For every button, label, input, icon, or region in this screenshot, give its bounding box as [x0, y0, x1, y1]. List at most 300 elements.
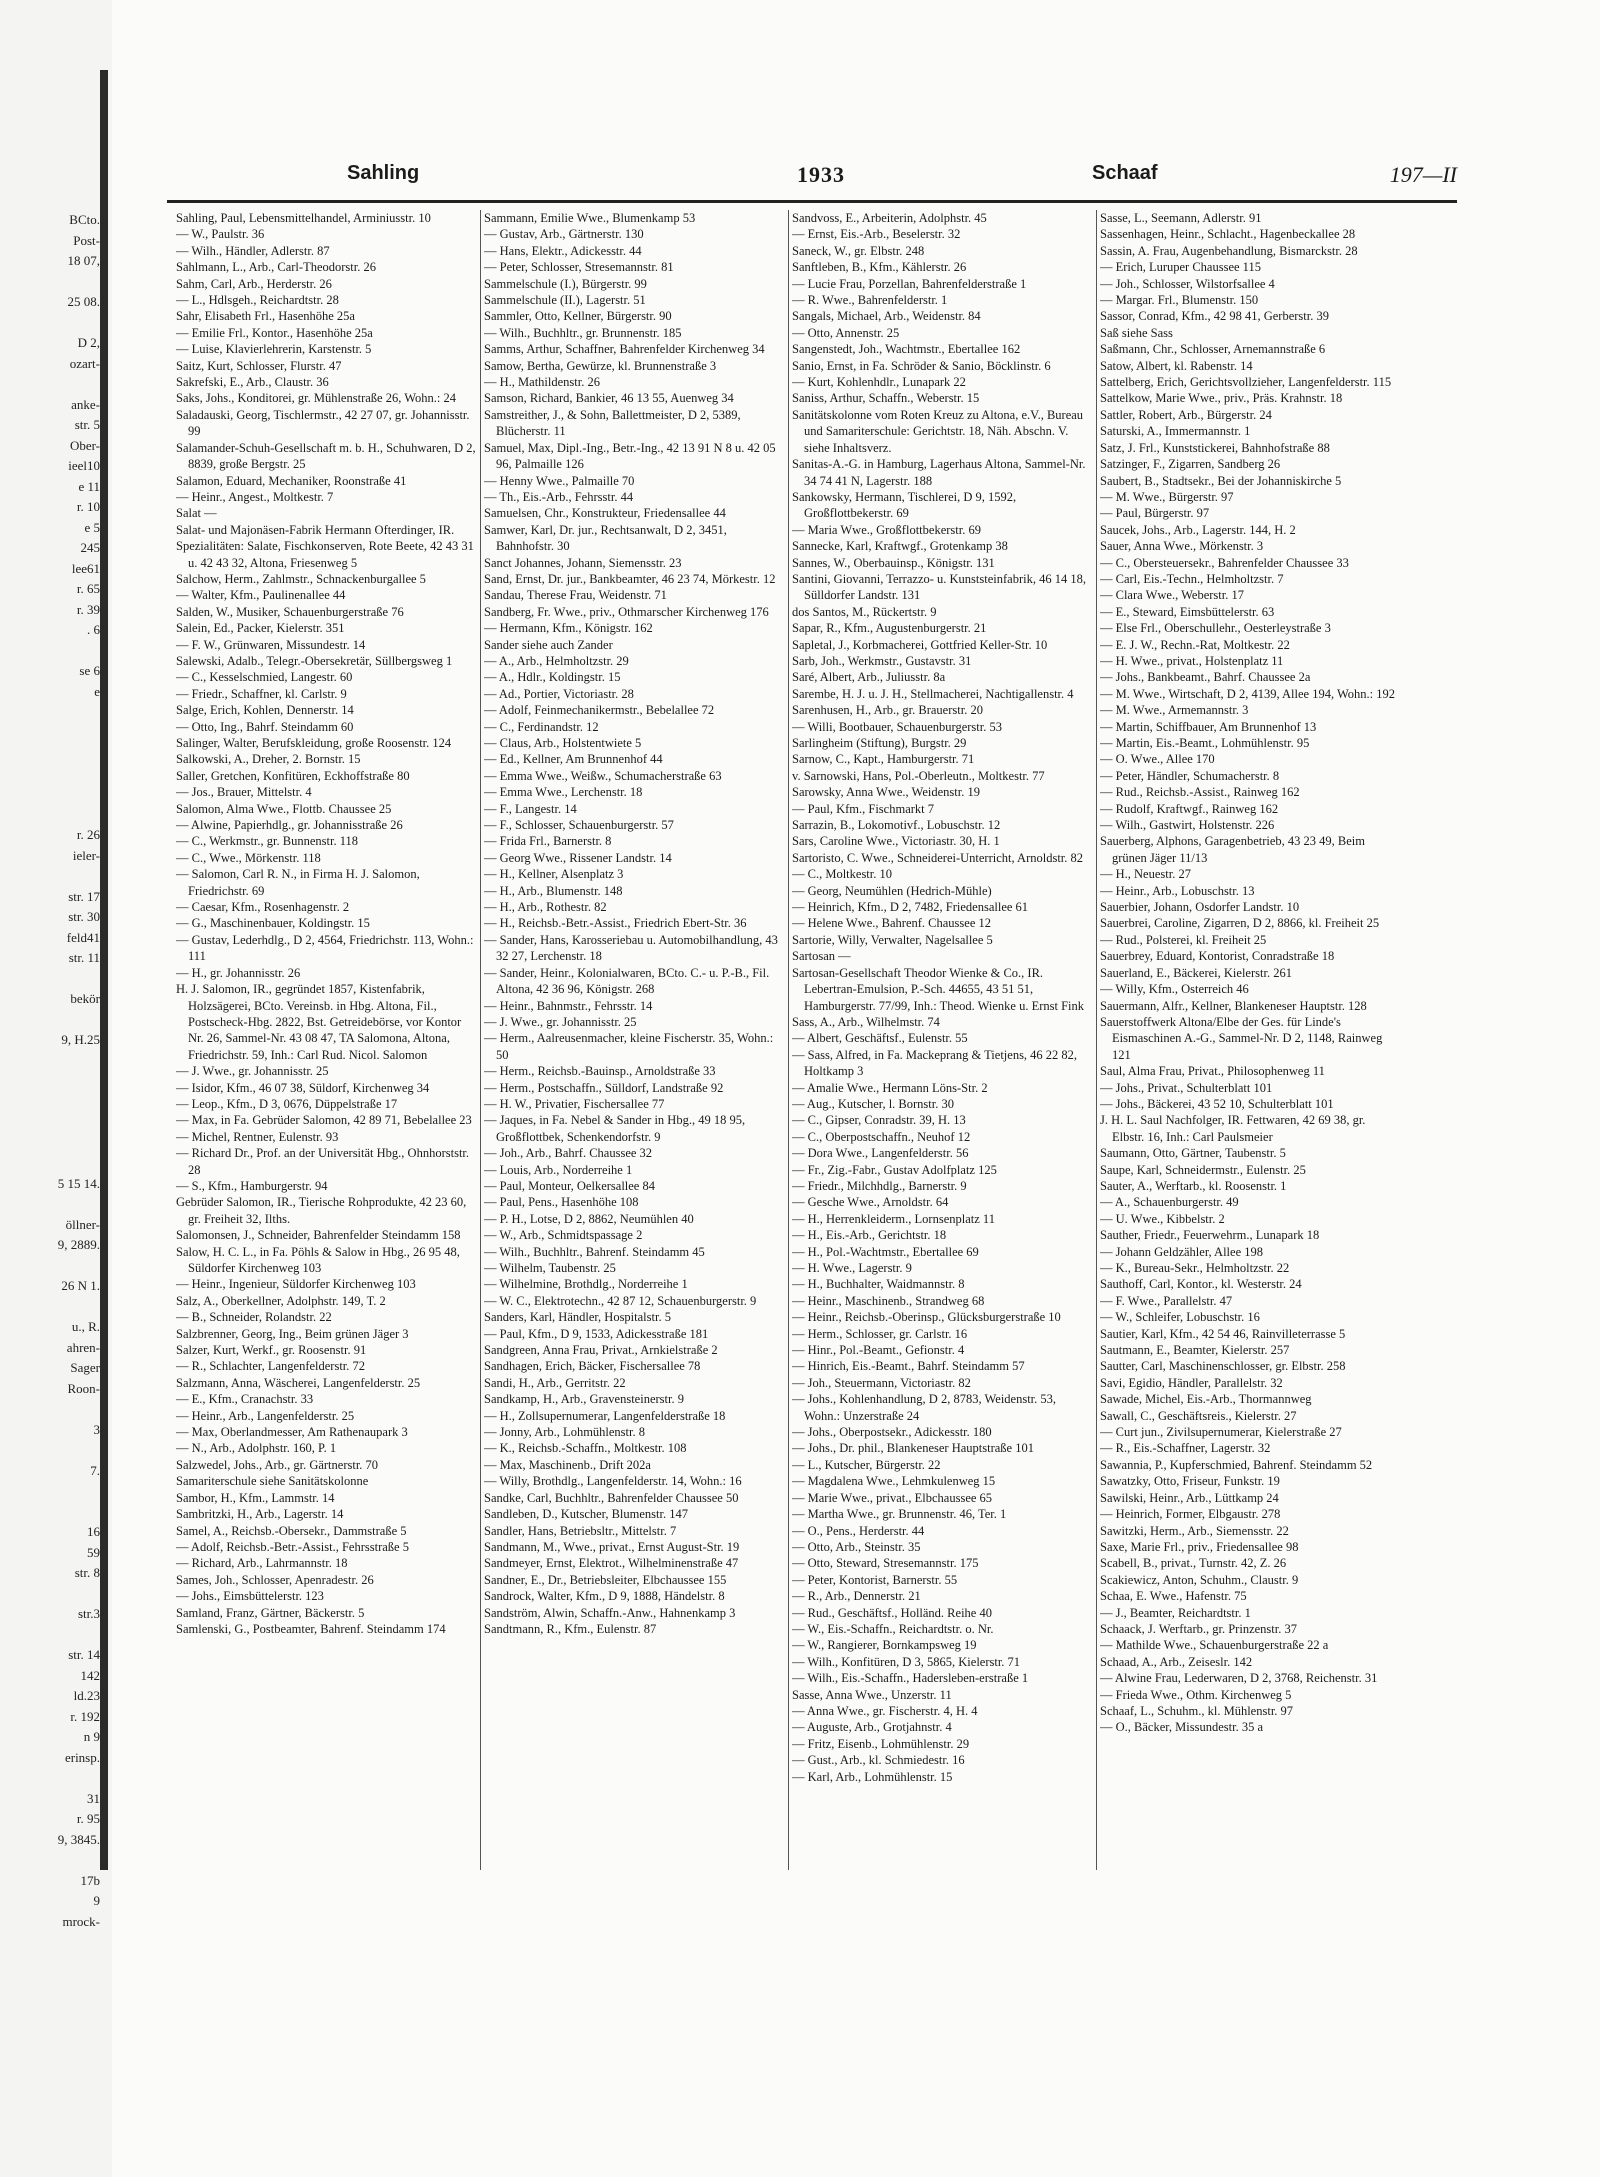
directory-entry: — Aug., Kutscher, l. Bornstr. 30: [792, 1096, 954, 1111]
directory-entry: Sauerberg, Alphons, Garagenbetrieb, 43 23 49, Beim grünen Jäger 11/13: [1100, 834, 1365, 865]
directory-entry: — Gustav, Arb., Gärtnerstr. 130: [484, 227, 644, 242]
gutter-text-line: 7.: [90, 1462, 100, 1478]
directory-entry: Schaad, A., Arb., Zeiseslr. 142: [1100, 1654, 1253, 1669]
directory-entry: — E., Steward, Eimsbüttelerstr. 63: [1100, 604, 1275, 619]
directory-entry: Sandler, Hans, Betriebsltr., Mittelstr. 7: [484, 1523, 677, 1538]
directory-entry: — W. C., Elektrotechn., 42 87 12, Schauenburgerstr. 9: [484, 1293, 757, 1308]
directory-entry: — C., Moltkestr. 10: [792, 867, 893, 882]
directory-entry: Sawade, Michel, Eis.-Arb., Thormannweg: [1100, 1392, 1312, 1407]
directory-entry: — Herm., Aalreusenmacher, kleine Fischerstr. 35, Wohn.: 50: [484, 1031, 774, 1062]
directory-entry: Sars, Caroline Wwe., Victoriastr. 30, H. 1: [792, 834, 1000, 849]
directory-entry: — Heinr., Ingenieur, Süldorfer Kirchenweg 103: [176, 1277, 416, 1292]
directory-entry: — H., Arb., Blumenstr. 148: [484, 883, 623, 898]
directory-entry: — W., Arb., Schmidtspassage 2: [484, 1228, 643, 1243]
gutter-text-line: r. 192: [70, 1708, 100, 1724]
directory-entry: Saxe, Marie Frl., priv., Friedensallee 98: [1100, 1539, 1299, 1554]
directory-entry: Sanitas-A.-G. in Hamburg, Lagerhaus Altona, Sammel-Nr. 34 74 41 N, Lagerstr. 188: [792, 457, 1086, 488]
directory-entry: — O. Wwe., Allee 170: [1100, 752, 1215, 767]
directory-entry: — Emma Wwe., Lerchenstr. 18: [484, 785, 643, 800]
directory-entry: — L., Hdlsgeh., Reichardtstr. 28: [176, 293, 339, 308]
directory-entry: Sanct Johannes, Johann, Siemensstr. 23: [484, 555, 682, 570]
directory-entry: — C., Gipser, Conradstr. 39, H. 13: [792, 1113, 966, 1128]
directory-entry: — Max, in Fa. Gebrüder Salomon, 42 89 71, Bebelallee 23: [176, 1113, 472, 1128]
directory-entry: — Paul, Bürgerstr. 97: [1100, 506, 1210, 521]
directory-entry: — Jos., Brauer, Mittelstr. 4: [176, 785, 312, 800]
gutter-text-line: 9, 2889.: [57, 1237, 100, 1252]
directory-entry: — Hermann, Kfm., Königstr. 162: [484, 621, 653, 636]
directory-entry: Sangenstedt, Joh., Wachtmstr., Ebertallee 162: [792, 342, 1021, 357]
gutter-text-line: bekör: [70, 991, 100, 1006]
directory-entry: — Gesche Wwe., Arnoldstr. 64: [792, 1195, 949, 1210]
gutter-text-line: str. 17: [68, 888, 100, 904]
gutter-text-line: . 6: [87, 622, 100, 637]
directory-entry: Sand, Ernst, Dr. jur., Bankbeamter, 46 23 74, Mörkestr. 12: [484, 571, 776, 586]
directory-entry: Sauerbrey, Eduard, Kontorist, Conradstraße 18: [1100, 949, 1335, 964]
directory-entry: — E., Kfm., Cranachstr. 33: [176, 1392, 314, 1407]
directory-entry: Saul, Alma Frau, Privat., Philosophenweg 11: [1100, 1064, 1325, 1079]
directory-entry: Saitz, Kurt, Schlosser, Flurstr. 47: [176, 358, 342, 373]
header-rule: [167, 200, 1457, 203]
directory-entry: Sauerbrei, Caroline, Zigarren, D 2, 8866, kl. Freiheit 25: [1100, 916, 1380, 931]
directory-entry: Saucek, Johs., Arb., Lagerstr. 144, H. 2: [1100, 522, 1296, 537]
directory-entry: — M. Wwe., Bürgerstr. 97: [1100, 489, 1234, 504]
directory-entry: — K., Bureau-Sekr., Helmholtzstr. 22: [1100, 1261, 1290, 1275]
directory-entry: — Heinrich, Former, Elbgaustr. 278: [1100, 1507, 1281, 1522]
directory-entry: — A., Hdlr., Koldingstr. 15: [484, 670, 621, 685]
directory-entry: Sauermann, Alfr., Kellner, Blankeneser Hauptstr. 128: [1100, 998, 1367, 1013]
directory-entry: — Albert, Geschäftsf., Eulenstr. 55: [792, 1031, 968, 1046]
directory-entry: H. J. Salomon, IR., gegründet 1857, Kistenfabrik, Holzsägerei, BCto. Vereinsb. in Hbg. Altona, Fil., Postscheck-Hbg. 2822, Bst. Getreidebörse, vor Kontor Nr. 26, Sammel-Nr. 43 08 47, TA Salomona, Altona, Friedrichstr. 59, Inh.: Carl Rud. Nicol. Salomon: [176, 982, 462, 1062]
directory-entry: — Jonny, Arb., Lohmühlenstr. 8: [484, 1425, 645, 1440]
gutter-text-line: se 6: [79, 663, 100, 678]
directory-entry: — Heinr., Reichsb.-Oberinsp., Glücksburgerstraße 10: [792, 1310, 1061, 1325]
directory-entry: — Mathilde Wwe., Schauenburgerstraße 22 a: [1100, 1638, 1329, 1653]
directory-entry: Sawitzki, Herm., Arb., Siemensstr. 22: [1100, 1523, 1289, 1538]
directory-entry: — Marie Wwe., privat., Elbchaussee 65: [792, 1490, 993, 1505]
directory-entry: — H. W., Privatier, Fischersallee 77: [484, 1096, 665, 1111]
directory-entry: Saladauski, Georg, Tischlermstr., 42 27 07, gr. Johannisstr. 99: [176, 407, 470, 439]
directory-entry: Sandke, Carl, Buchhltr., Bahrenfelder Chaussee 50: [484, 1490, 739, 1505]
directory-entry: — E. J. W., Rechn.-Rat, Moltkestr. 22: [1100, 637, 1290, 652]
directory-entry: — Th., Eis.-Arb., Fehrsstr. 44: [484, 489, 634, 504]
directory-entry: Samms, Arthur, Schaffner, Bahrenfelder Kirchenweg 34: [484, 342, 765, 357]
directory-entry: Salat —: [176, 506, 217, 521]
directory-entry: Sauther, Friedr., Feuerwehrm., Lunapark 18: [1100, 1228, 1320, 1243]
header-year: 1933: [797, 162, 845, 187]
column-divider: [480, 210, 481, 1870]
directory-entry: — H., Arb., Rothestr. 82: [484, 900, 607, 915]
directory-entry: Sarowsky, Anna Wwe., Weidenstr. 19: [792, 785, 980, 800]
directory-entry: — Adolf, Feinmechanikermstr., Bebelallee 72: [484, 703, 715, 718]
directory-entry: — C., Wwe., Mörkenstr. 118: [176, 850, 321, 865]
directory-entry: — Else Frl., Oberschullehr., Oesterleystraße 3: [1100, 621, 1331, 636]
directory-entry: Salein, Ed., Packer, Kielerstr. 351: [176, 621, 345, 636]
gutter-text-line: 59: [87, 1544, 100, 1560]
directory-entry: Sapar, R., Kfm., Augustenburgerstr. 21: [792, 621, 987, 636]
directory-entry: Samel, A., Reichsb.-Obersekr., Dammstraße 5: [176, 1523, 407, 1538]
directory-entry: — Max, Maschinenb., Drift 202a: [484, 1457, 651, 1472]
directory-entry: Sasse, L., Seemann, Adlerstr. 91: [1100, 211, 1262, 225]
directory-entry: — Martin, Eis.-Beamt., Lohmühlenstr. 95: [1100, 736, 1310, 750]
directory-entry: — Otto, Annenstr. 25: [792, 325, 900, 340]
directory-entry: Sarlingheim (Stiftung), Burgstr. 29: [792, 736, 967, 750]
directory-entry: Salz, A., Oberkellner, Adolphstr. 149, T. 2: [176, 1293, 386, 1308]
gutter-text-line: ieler-: [72, 847, 100, 863]
directory-entry: — Otto, Steward, Stresemannstr. 175: [792, 1556, 979, 1571]
directory-entry: — Henny Wwe., Palmaille 70: [484, 473, 635, 488]
directory-entry: — W., Schleifer, Lobuschstr. 16: [1100, 1310, 1260, 1325]
directory-entry: Sandleben, D., Kutscher, Blumenstr. 147: [484, 1507, 688, 1522]
directory-entry: — Heinr., Arb., Lobuschstr. 13: [1100, 883, 1255, 898]
gutter-text-line: ld.23: [73, 1688, 100, 1703]
directory-entry: — Peter, Schlosser, Stresemannstr. 81: [484, 260, 674, 275]
directory-entry: — H., Herrenkleiderm., Lornsenplatz 11: [792, 1211, 995, 1226]
directory-entry: Saniss, Arthur, Schaffn., Weberstr. 15: [792, 391, 980, 406]
directory-column-2: [484, 210, 784, 2080]
directory-entry: Satzinger, F., Zigarren, Sandberg 26: [1100, 457, 1281, 472]
directory-entry: Sanio, Ernst, in Fa. Schröder & Sanio, Böcklinstr. 6: [792, 358, 1051, 373]
directory-entry: Sangals, Michael, Arb., Weidenstr. 84: [792, 309, 981, 324]
directory-entry: — H., Kellner, Alsenplatz 3: [484, 867, 624, 882]
directory-entry: — C., Ferdinandstr. 12: [484, 719, 599, 734]
directory-entry: — Claus, Arb., Holstentwiete 5: [484, 736, 642, 750]
directory-entry: — Emma Wwe., Weißw., Schumacherstraße 63: [484, 768, 722, 783]
directory-entry: — F., Schlosser, Schauenburgerstr. 57: [484, 818, 674, 833]
directory-entry: — Caesar, Kfm., Rosenhagenstr. 2: [176, 900, 350, 915]
directory-entry: — Sander, Hans, Karosseriebau u. Automobilhandlung, 43 32 27, Lerchenstr. 18: [484, 932, 778, 964]
directory-entry: Sawannia, P., Kupferschmied, Bahrenf. Steindamm 52: [1100, 1457, 1373, 1472]
gutter-text-line: str. 14: [68, 1647, 100, 1662]
directory-entry: — Maria Wwe., Großflottbekerstr. 69: [792, 522, 981, 537]
directory-entry: Sanftleben, B., Kfm., Kählerstr. 26: [792, 260, 967, 275]
directory-entry: Sames, Joh., Schlosser, Apenradestr. 26: [176, 1572, 374, 1587]
directory-entry: Salinger, Walter, Berufskleidung, große Roosenstr. 124: [176, 736, 452, 750]
directory-entry: — U. Wwe., Kibbelstr. 2: [1100, 1211, 1225, 1226]
directory-entry: — Michel, Rentner, Eulenstr. 93: [176, 1129, 339, 1144]
directory-entry: Sahr, Elisabeth Frl., Hasenhöhe 25a: [176, 309, 355, 324]
directory-entry: — Johs., Bankbeamt., Bahrf. Chaussee 2a: [1100, 670, 1311, 685]
directory-entry: Sandner, E., Dr., Betriebsleiter, Elbchaussee 155: [484, 1572, 727, 1587]
directory-entry: Salden, W., Musiker, Schauenburgerstraße 76: [176, 604, 404, 619]
directory-entry: — Heinr., Angest., Moltkestr. 7: [176, 489, 334, 504]
directory-entry: Sammelschule (I.), Bürgerstr. 99: [484, 276, 647, 291]
page-number: 197—II: [1389, 162, 1457, 187]
directory-entry: — J. Wwe., gr. Johannisstr. 25: [176, 1064, 329, 1079]
directory-entry: — F. Wwe., Parallelstr. 47: [1100, 1293, 1233, 1308]
directory-entry: Saubert, B., Stadtsekr., Bei der Johanniskirche 5: [1100, 473, 1342, 488]
directory-entry: — P. H., Lotse, D 2, 8862, Neumühlen 40: [484, 1211, 694, 1226]
directory-entry: Sandberg, Fr. Wwe., priv., Othmarscher Kirchenweg 176: [484, 604, 769, 619]
directory-entry: Salzwedel, Johs., Arb., gr. Gärtnerstr. 70: [176, 1457, 379, 1472]
directory-entry: Schaa, E. Wwe., Hafenstr. 75: [1100, 1589, 1247, 1604]
directory-entry: — L., Kutscher, Bürgerstr. 22: [792, 1457, 941, 1472]
directory-entry: Schaaf, L., Schuhm., kl. Mühlenstr. 97: [1100, 1703, 1294, 1718]
gutter-text-line: e 5: [84, 519, 100, 535]
directory-entry: Sandmann, M., Wwe., privat., Ernst August-Str. 19: [484, 1539, 740, 1554]
gutter-text-line: e: [94, 683, 100, 699]
directory-entry: Sambor, H., Kfm., Lammstr. 14: [176, 1490, 335, 1505]
directory-entry: Sauter, A., Werftarb., kl. Roosenstr. 1: [1100, 1178, 1287, 1193]
directory-entry: Saumann, Otto, Gärtner, Taubenstr. 5: [1100, 1146, 1286, 1161]
directory-entry: — C., Oberpostschaffn., Neuhof 12: [792, 1129, 971, 1144]
directory-entry: Salzmann, Anna, Wäscherei, Langenfelderstr. 25: [176, 1375, 421, 1390]
directory-entry: — Kurt, Kohlenhdlr., Lunapark 22: [792, 375, 966, 390]
directory-entry: Samland, Franz, Gärtner, Bäckerstr. 5: [176, 1605, 365, 1620]
directory-entry: Sarnow, C., Kapt., Hamburgerstr. 71: [792, 752, 975, 767]
directory-entry: Salomonsen, J., Schneider, Bahrenfelder Steindamm 158: [176, 1228, 461, 1243]
gutter-text-line: 5 15 14.: [57, 1175, 100, 1191]
gutter-text-line: r. 65: [76, 581, 100, 596]
directory-entry: — Johann Geldzähler, Allee 198: [1100, 1244, 1263, 1259]
directory-entry: — Clara Wwe., Weberstr. 17: [1100, 588, 1244, 603]
directory-entry: J. H. L. Saul Nachfolger, IR. Fettwaren, 42 69 38, gr. Elbstr. 16, Inh.: Carl Paulsmeier: [1100, 1113, 1366, 1144]
directory-entry: — R. Wwe., Bahrenfelderstr. 1: [792, 293, 948, 308]
gutter-text-line: str. 5: [74, 417, 100, 432]
directory-entry: Saßmann, Chr., Schlosser, Arnemannstraße 6: [1100, 342, 1326, 357]
gutter-text-line: 9, 3845.: [57, 1831, 100, 1847]
directory-entry: — Lucie Frau, Porzellan, Bahrenfelderstraße 1: [792, 276, 1027, 291]
directory-entry: — Rud., Reichsb.-Assist., Rainweg 162: [1100, 785, 1300, 800]
directory-entry: — Emilie Frl., Kontor., Hasenhöhe 25a: [176, 325, 373, 340]
directory-entry: — Friedr., Schaffner, kl. Carlstr. 9: [176, 686, 347, 701]
directory-entry: Sakrefski, E., Arb., Claustr. 36: [176, 375, 329, 390]
gutter-text-line: 142: [80, 1667, 100, 1683]
directory-entry: — Fritz, Eisenb., Lohmühlenstr. 29: [792, 1736, 970, 1751]
directory-entry: Sartosan —: [792, 949, 851, 964]
directory-entry: — Johs., Oberpostsekr., Adickesstr. 180: [792, 1425, 992, 1440]
gutter-text-line: Roon-: [67, 1380, 100, 1396]
directory-entry: Scabell, B., privat., Turnstr. 42, Z. 26: [1100, 1556, 1287, 1571]
gutter-text-line: 9, H.25: [61, 1032, 100, 1047]
gutter-text-line: BCto.: [69, 212, 100, 227]
directory-entry: — M. Wwe., Wirtschaft, D 2, 4139, Allee 194, Wohn.: 192: [1100, 686, 1395, 701]
directory-entry: Savi, Egidio, Händler, Parallelstr. 32: [1100, 1375, 1283, 1390]
directory-entry: Sanitätskolonne vom Roten Kreuz zu Altona, e.V., Bureau und Samariterschule: Gerichtstr. 18, Näh. Abschn. V. siehe Inhaltsverz.: [792, 407, 1084, 455]
directory-entry: Sahlmann, L., Arb., Carl-Theodorstr. 26: [176, 260, 376, 275]
directory-entry: — Richard, Arb., Lahrmannstr. 18: [176, 1556, 348, 1571]
directory-entry: Salkowski, A., Dreher, 2. Bornstr. 15: [176, 752, 361, 767]
directory-entry: — Alwine, Papierhdlg., gr. Johannisstraße 26: [176, 818, 403, 833]
directory-entry: Sasse, Anna Wwe., Unzerstr. 11: [792, 1687, 952, 1702]
directory-entry: — Jaques, in Fa. Nebel & Sander in Hbg., 49 18 95, Großflottbek, Schenkendorfstr. 9: [484, 1113, 746, 1144]
directory-entry: Saks, Johs., Konditorei, gr. Mühlenstraße 26, Wohn.: 24: [176, 391, 456, 406]
directory-entry: — O., Bäcker, Missundestr. 35 a: [1100, 1720, 1264, 1735]
directory-entry: Scakiewicz, Anton, Schuhm., Claustr. 9: [1100, 1572, 1299, 1587]
column-divider: [1096, 210, 1097, 1870]
directory-entry: Sambritzki, H., Arb., Lagerstr. 14: [176, 1507, 344, 1522]
directory-entry: — Gustav, Lederhdlg., D 2, 4564, Friedrichstr. 113, Wohn.: 111: [176, 932, 474, 964]
directory-entry: — Wilh., Buchhltr., gr. Brunnenstr. 185: [484, 325, 682, 340]
gutter-text-line: lee61: [71, 560, 100, 576]
column-divider: [788, 210, 789, 1870]
directory-entry: — Wilhelmine, Brothdlg., Norderreihe 1: [484, 1277, 688, 1292]
directory-entry: — Curt jun., Zivilsupernumerar, Kielerstraße 27: [1100, 1425, 1342, 1440]
directory-entry: — R., Eis.-Schaffner, Lagerstr. 32: [1100, 1441, 1271, 1456]
directory-entry: Sannecke, Karl, Kraftwgf., Grotenkamp 38: [792, 539, 1008, 554]
directory-entry: v. Sarnowski, Hans, Pol.-Oberleutn., Moltkestr. 77: [792, 768, 1045, 783]
gutter-text-line: mrock-: [62, 1913, 100, 1929]
gutter-text-line: r. 10: [76, 499, 100, 514]
directory-entry: Samariterschule siehe Sanitätskolonne: [176, 1474, 369, 1489]
directory-entry: — N., Arb., Adolphstr. 160, P. 1: [176, 1441, 337, 1456]
directory-entry: Salge, Erich, Kohlen, Dennerstr. 14: [176, 703, 354, 718]
gutter-text-line: 16: [87, 1524, 100, 1539]
directory-entry: — Karl, Arb., Lohmühlenstr. 15: [792, 1769, 953, 1784]
directory-entry: Sander siehe auch Zander: [484, 637, 613, 652]
directory-entry: — W., Rangierer, Bornkampsweg 19: [792, 1638, 977, 1653]
directory-entry: Saupe, Karl, Schneidermstr., Eulenstr. 25: [1100, 1162, 1306, 1177]
directory-entry: — M. Wwe., Armemannstr. 3: [1100, 703, 1249, 718]
directory-entry: — Johs., Privat., Schulterblatt 101: [1100, 1080, 1273, 1095]
directory-entry: — Paul, Monteur, Oelkersallee 84: [484, 1178, 655, 1193]
directory-entry: — H. Wwe., privat., Holstenplatz 11: [1100, 653, 1284, 668]
directory-entry: Spezialitäten: Salate, Fischkonserven, Rote Beete, 42 43 31 u. 42 43 32, Altona, Friesenweg 5: [176, 539, 474, 570]
directory-entry: Saß siehe Sass: [1100, 325, 1173, 340]
directory-entry: — A., Schauenburgerstr. 49: [1100, 1195, 1239, 1210]
gutter-text-line: anke-: [71, 396, 100, 412]
gutter-text-line: str. 8: [74, 1565, 100, 1580]
directory-entry: Sassin, A. Frau, Augenbehandlung, Bismarckstr. 28: [1100, 243, 1358, 258]
directory-entry: — Sass, Alfred, in Fa. Mackeprang & Tietjens, 46 22 82, Holtkamp 3: [792, 1047, 1078, 1079]
gutter-text-line: feld41: [66, 929, 100, 945]
directory-entry: — Georg Wwe., Rissener Landstr. 14: [484, 850, 672, 865]
directory-entry: Sartosan-Gesellschaft Theodor Wienke & Co., IR. Lebertran-Emulsion, P.-Sch. 44655, 43 51 51, Hamburgerstr. 77/99, Inh.: Theod. Wienke u. Ernst Fink: [792, 965, 1085, 1013]
directory-entry: — Johs., Eimsbüttelerstr. 123: [176, 1589, 324, 1604]
directory-entry: Sammann, Emilie Wwe., Blumenkamp 53: [484, 211, 696, 225]
directory-entry: — Rudolf, Kraftwgf., Rainweg 162: [1100, 801, 1279, 816]
directory-entry: — Hans, Elektr., Adickesstr. 44: [484, 243, 642, 258]
directory-entry: — Willy, Kfm., Osterreich 46: [1100, 982, 1249, 997]
directory-entry: — Paul, Pens., Hasenhöhe 108: [484, 1195, 639, 1210]
directory-entry: — Wilh., Buchhltr., Bahrenf. Steindamm 45: [484, 1244, 705, 1259]
directory-entry: — Anna Wwe., gr. Fischerstr. 4, H. 4: [792, 1703, 978, 1718]
directory-entry: Sassor, Conrad, Kfm., 42 98 41, Gerberstr. 39: [1100, 309, 1329, 324]
directory-entry: — Ernst, Eis.-Arb., Beselerstr. 32: [792, 227, 961, 242]
directory-entry: — Otto, Ing., Bahrf. Steindamm 60: [176, 719, 354, 734]
directory-entry: — Frieda Wwe., Othm. Kirchenweg 5: [1100, 1687, 1292, 1702]
directory-entry: Sapletal, J., Korbmacherei, Gottfried Keller-Str. 10: [792, 637, 1048, 652]
directory-entry: — Hinr., Pol.-Beamt., Gefionstr. 4: [792, 1343, 965, 1358]
previous-page-fragment: [0, 0, 112, 2177]
directory-entry: — Frida Frl., Barnerstr. 8: [484, 834, 612, 849]
directory-entry: — G., Maschinenbauer, Koldingstr. 15: [176, 916, 370, 931]
directory-entry: Gebrüder Salomon, IR., Tierische Rohprodukte, 42 23 60, gr. Freiheit 32, Ilths.: [176, 1195, 467, 1226]
directory-entry: — Walter, Kfm., Paulinenallee 44: [176, 588, 346, 603]
directory-entry: — Auguste, Arb., Grotjahnstr. 4: [792, 1720, 952, 1735]
directory-entry: — Joh., Steuermann, Victoriastr. 82: [792, 1375, 971, 1390]
directory-entry: Schaack, J. Werftarb., gr. Prinzenstr. 37: [1100, 1621, 1297, 1636]
directory-entry: — Dora Wwe., Langenfelderstr. 56: [792, 1146, 969, 1161]
directory-entry: — Herm., Schlosser, gr. Carlstr. 16: [792, 1326, 968, 1341]
directory-entry: — F. W., Grünwaren, Missundestr. 14: [176, 637, 366, 652]
directory-column-4: [1100, 210, 1400, 2080]
directory-entry: Santini, Giovanni, Terrazzo- u. Kunststeinfabrik, 46 14 18, Sülldorfer Landstr. 131: [792, 571, 1086, 603]
directory-entry: — Johs., Bäckerei, 43 52 10, Schulterblatt 101: [1100, 1096, 1334, 1111]
directory-entry: Sautier, Karl, Kfm., 42 54 46, Rainvilleterrasse 5: [1100, 1326, 1346, 1341]
gutter-text-line: Ober-: [69, 437, 100, 453]
directory-entry: Samson, Richard, Bankier, 46 13 55, Auenweg 34: [484, 391, 734, 406]
directory-entry: Sandkamp, H., Arb., Gravensteinerstr. 9: [484, 1392, 684, 1407]
gutter-text-line: n 9: [83, 1729, 100, 1744]
directory-entry: — W., Eis.-Schaffn., Reichardtstr. o. Nr.: [792, 1621, 994, 1636]
gutter-text-line: str. 11: [68, 950, 100, 965]
directory-entry: — C., Kesselschmied, Langestr. 60: [176, 670, 353, 685]
gutter-text-line: 25 08.: [67, 294, 100, 309]
directory-entry: — H., Reichsb.-Betr.-Assist., Friedrich Ebert-Str. 36: [484, 916, 747, 931]
directory-entry: — Heinr., Maschinenb., Strandweg 68: [792, 1293, 985, 1308]
gutter-text-line: ieel10: [68, 458, 100, 473]
directory-column-1: [176, 210, 476, 2080]
directory-entry: — H., Eis.-Arb., Gerichtstr. 18: [792, 1228, 947, 1243]
directory-entry: Sassenhagen, Heinr., Schlacht., Hagenbeckallee 28: [1100, 227, 1356, 242]
gutter-text-line: 17b: [80, 1872, 100, 1888]
running-header: [167, 160, 1457, 194]
directory-entry: — Willi, Bootbauer, Schauenburgerstr. 53: [792, 719, 1002, 734]
directory-entry: — B., Schneider, Rolandstr. 22: [176, 1310, 332, 1325]
directory-entry: — A., Arb., Helmholtzstr. 29: [484, 653, 629, 668]
directory-entry: Satz, J. Frl., Kunststickerei, Bahnhofstraße 88: [1100, 440, 1330, 455]
directory-entry: — Alwine Frau, Lederwaren, D 2, 3768, Reichenstr. 31: [1100, 1671, 1378, 1686]
gutter-text-line: 18 07,: [67, 253, 100, 268]
directory-entry: — Gust., Arb., kl. Schmiedestr. 16: [792, 1753, 965, 1768]
directory-entry: — Paul, Kfm., Fischmarkt 7: [792, 801, 935, 816]
directory-entry: Samwer, Karl, Dr. jur., Rechtsanwalt, D 2, 3451, Bahnhofstr. 30: [484, 522, 727, 554]
directory-entry: Saturski, A., Immermannstr. 1: [1100, 424, 1251, 439]
directory-entry: Salzer, Kurt, Werkf., gr. Roosenstr. 91: [176, 1343, 367, 1358]
directory-entry: — Wilh., Händler, Adlerstr. 87: [176, 243, 330, 258]
directory-entry: Salamon, Eduard, Mechaniker, Roonstraße 41: [176, 473, 407, 488]
gutter-text-line: u., R.: [71, 1319, 100, 1334]
directory-entry: Sankowsky, Hermann, Tischlerei, D 9, 1592, Großflottbekerstr. 69: [792, 489, 1017, 521]
gutter-text-line: erinsp.: [64, 1749, 100, 1765]
directory-entry: — H., Buchhalter, Waidmannstr. 8: [792, 1277, 965, 1292]
directory-entry: — C., Werkmstr., gr. Bunnenstr. 118: [176, 834, 358, 849]
directory-entry: — Leop., Kfm., D 3, 0676, Düppelstraße 17: [176, 1096, 398, 1111]
directory-entry: — Amalie Wwe., Hermann Löns-Str. 2: [792, 1080, 988, 1095]
directory-entry: Samstreither, J., & Sohn, Ballettmeister, D 2, 5389, Blücherstr. 11: [484, 407, 741, 439]
directory-entry: Sawatzky, Otto, Friseur, Funkstr. 19: [1100, 1474, 1280, 1489]
gutter-text-line: 245: [80, 540, 100, 555]
directory-entry: Sattelkow, Marie Wwe., priv., Präs. Krahnstr. 18: [1100, 391, 1343, 406]
directory-entry: dos Santos, M., Rückertstr. 9: [792, 604, 937, 619]
directory-entry: Sandhagen, Erich, Bäcker, Fischersallee 78: [484, 1359, 701, 1374]
directory-entry: — Wilh., Konfitüren, D 3, 5865, Kielerstr. 71: [792, 1654, 1021, 1669]
header-first-entry: Sahling: [347, 162, 420, 184]
gutter-text-line: Sager: [70, 1360, 100, 1375]
directory-entry: — S., Kfm., Hamburgerstr. 94: [176, 1178, 328, 1193]
directory-entry: — Rud., Geschäftsf., Holländ. Reihe 40: [792, 1605, 992, 1620]
directory-entry: — Fr., Zig.-Fabr., Gustav Adolfplatz 125: [792, 1162, 997, 1177]
directory-entry: — R., Schlachter, Langenfelderstr. 72: [176, 1359, 366, 1374]
directory-entry: Samlenski, G., Postbeamter, Bahrenf. Steindamm 174: [176, 1621, 446, 1636]
directory-entry: — H., Zollsupernumerar, Langenfelderstraße 18: [484, 1408, 726, 1423]
directory-entry: — O., Pens., Herderstr. 44: [792, 1523, 925, 1538]
directory-entry: — Richard Dr., Prof. an der Universität Hbg., Ohnhorststr. 28: [176, 1146, 470, 1177]
directory-entry: — Salomon, Carl R. N., in Firma H. J. Salomon, Friedrichstr. 69: [176, 867, 420, 898]
gutter-text-line: 3: [93, 1421, 100, 1437]
directory-entry: Sautter, Carl, Maschinenschlosser, gr. Elbstr. 258: [1100, 1359, 1346, 1374]
directory-entry: Sauerstoffwerk Altona/Elbe der Ges. für Linde's Eismaschinen A.-G., Sammel-Nr. D 2, 1148, Rainweg 121: [1100, 1014, 1383, 1062]
directory-entry: — Johs., Dr. phil., Blankeneser Hauptstraße 101: [792, 1441, 1034, 1456]
directory-entry: — H., Pol.-Wachtmstr., Ebertallee 69: [792, 1244, 979, 1259]
gutter-text-line: str.3: [77, 1606, 100, 1621]
directory-column-3: [792, 210, 1092, 2080]
directory-entry: Sass, A., Arb., Wilhelmstr. 74: [792, 1014, 940, 1029]
directory-entry: — Helene Wwe., Bahrenf. Chaussee 12: [792, 916, 992, 931]
directory-entry: Sandau, Therese Frau, Weidenstr. 71: [484, 588, 667, 603]
directory-entry: — H., gr. Johannisstr. 26: [176, 965, 301, 980]
directory-entry: — Isidor, Kfm., 46 07 38, Süldorf, Kirchenweg 34: [176, 1080, 430, 1095]
